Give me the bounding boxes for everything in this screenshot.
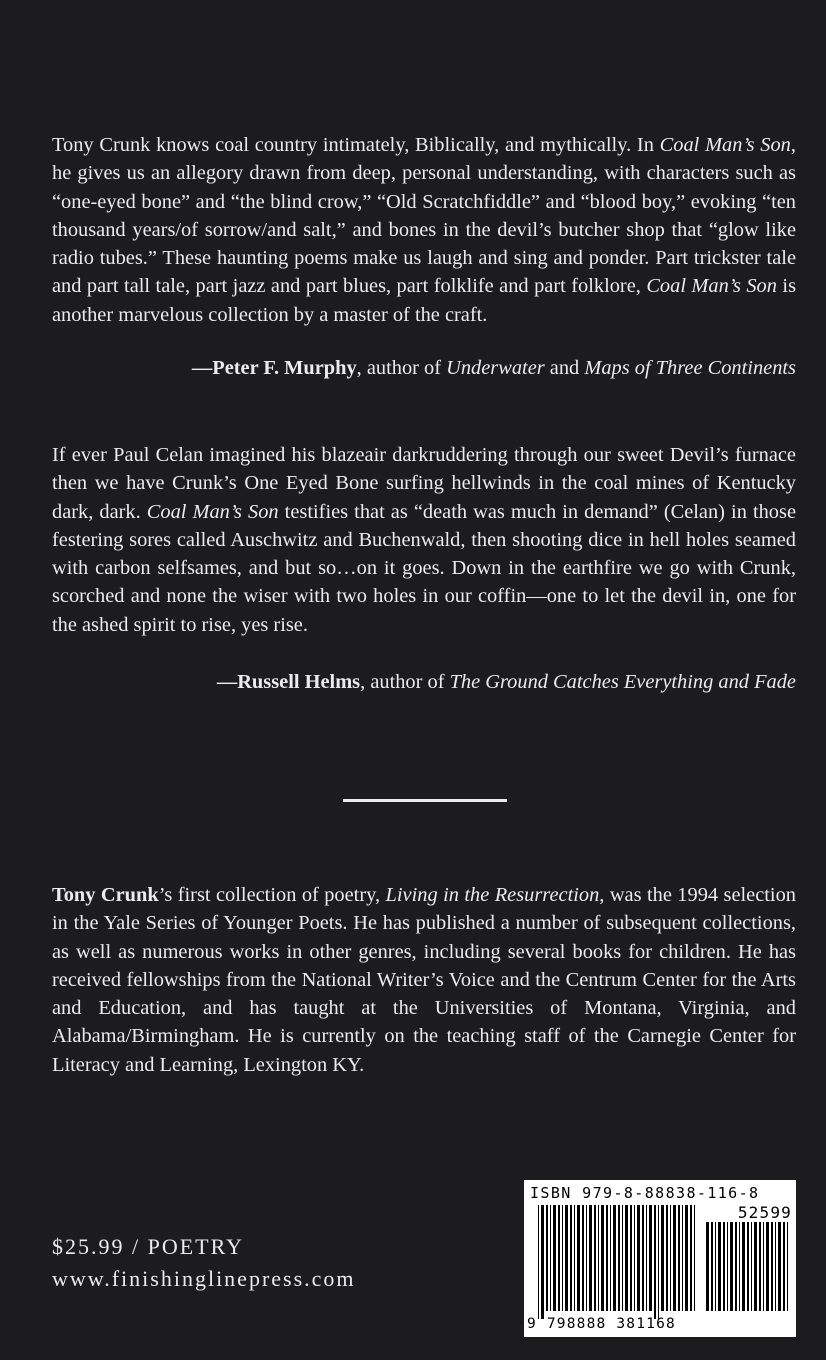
barcode-bar	[658, 1205, 659, 1319]
barcode-bar	[661, 1205, 664, 1311]
blurb-text: , he gives us an allegory drawn from deep, personal understanding, with characters such as “one-eyed bone” and “the blind crow,” “Old Scratchfiddle” and “blood boy,” evoking “ten thousand years/of sorrow/and salt,” and bones in the devil’s butcher shop that “glow like radio tubes.” These haunting poems make us laugh and sing and ponder. Part trickster tale and part tall tale, part jazz and part blues, part folklife and part folklore,	[52, 134, 796, 298]
book-title: Coal Man’s Son	[146, 500, 279, 523]
barcode-bar	[558, 1205, 560, 1311]
barcode-bar	[565, 1205, 568, 1311]
barcode-bar	[771, 1222, 773, 1311]
attribution-book: Underwater	[446, 357, 545, 379]
price-code: 52599	[737, 1203, 792, 1222]
barcode-bar	[598, 1205, 599, 1311]
barcode-bar	[654, 1205, 656, 1319]
barcode-bar	[538, 1205, 539, 1319]
attribution-book: The Ground Catches Everything and Fade	[449, 671, 796, 693]
barcode-bar	[685, 1205, 688, 1311]
barcode-bar	[606, 1205, 608, 1311]
barcode-bar	[577, 1205, 580, 1311]
barcode-bar	[715, 1222, 716, 1311]
attribution-name: —Peter F. Murphy	[191, 357, 357, 379]
barcode-bar	[730, 1222, 733, 1311]
barcode-bar	[682, 1205, 683, 1311]
barcode-bar	[742, 1222, 745, 1311]
barcode-bar	[637, 1205, 640, 1311]
barcode-bar	[739, 1222, 740, 1311]
barcode-bar	[630, 1205, 632, 1311]
book-title: Coal Man’s Son	[646, 275, 777, 298]
attribution-text: and	[544, 357, 585, 379]
attribution-helms	[217, 668, 796, 696]
barcode-bar	[574, 1205, 575, 1311]
barcode-bar	[618, 1205, 620, 1311]
barcode-bar	[678, 1205, 680, 1311]
book-title: Coal Man’s Son	[659, 134, 791, 156]
barcode-bar	[787, 1222, 788, 1311]
barcode-bar	[706, 1222, 709, 1311]
barcode-bar	[625, 1205, 628, 1311]
barcode-bar	[550, 1205, 551, 1311]
blurb-text: is another marvelous collection by a master of the craft.	[52, 275, 797, 326]
barcode-bar	[546, 1205, 548, 1311]
book-title: Living in the Resurrection	[385, 884, 600, 906]
section-divider	[343, 799, 507, 802]
barcode-bar	[766, 1222, 769, 1311]
barcode-bar	[751, 1222, 752, 1311]
barcode-bar	[610, 1205, 611, 1311]
blurb-murphy	[52, 131, 796, 329]
barcode-bar	[649, 1205, 652, 1311]
barcode-bar	[670, 1205, 671, 1311]
bio-author-name: Tony Crunk	[52, 884, 159, 906]
barcode-bar	[570, 1205, 572, 1311]
barcode-bar	[718, 1222, 721, 1311]
barcode-bar	[553, 1205, 556, 1311]
publisher-website[interactable]: www.finishinglinepress.com	[52, 1266, 356, 1291]
bio-text: ’s first collection of poetry,	[158, 884, 386, 906]
barcode-bar	[642, 1205, 644, 1311]
attribution-text: , author of	[356, 357, 447, 379]
barcode-bar	[735, 1222, 737, 1311]
isbn-number: ISBN 979-8-88838-116-8	[530, 1184, 760, 1202]
ean-bars	[538, 1205, 698, 1319]
attribution-murphy	[192, 354, 796, 382]
price-addon-bars	[706, 1222, 790, 1319]
bio-text: , was the 1994 selection in the Yale Series of Younger Poets. He has published a number of subsequent collections, as well as numerous works in other genres, including several books for children. He has received fellowships from the National Writer’s Voice and the Centrum Center for the Arts and Education, and has taught at the Universities of Montana, Virginia, and Alabama/Birmingham. He is currently on the teaching staff of the Carnegie Center for Literacy and Learning, Lexington KY.	[52, 884, 796, 1076]
barcode-bar	[783, 1222, 785, 1311]
blurb-text: Tony Crunk knows coal country intimately, Biblically, and mythically. In	[52, 134, 660, 156]
barcode-bar	[759, 1222, 761, 1311]
barcode-bar	[622, 1205, 623, 1311]
barcode-bar	[582, 1205, 584, 1311]
barcode-bar	[754, 1222, 757, 1311]
barcode-bar	[541, 1205, 544, 1319]
isbn-barcode	[524, 1180, 796, 1337]
barcode-bar	[594, 1205, 596, 1311]
barcode-bar	[723, 1222, 725, 1311]
barcode-bar	[694, 1205, 695, 1311]
attribution-book: Maps of Three Continents	[584, 357, 796, 379]
barcode-bar	[690, 1205, 692, 1311]
barcode-bar	[589, 1205, 592, 1311]
ean-digits: 9 798888 381168	[527, 1316, 676, 1332]
blurb-text: testifies that as “death was much in demand” (Celan) in those festering sores called Auschwitz and Buchenwald, then shooting dice in hell holes seamed with carbon selfsames, and but so…on it goes. Down in the earthfire we go with Crunk, scorched and none the wiser with two holes in our coffin—one to let the devil in, one for the ashed spirit to rise, yes rise.	[52, 500, 796, 636]
blurb-text: If ever Paul Celan imagined his blazeair darkruddering through our sweet Devil’s furnace then we have Crunk’s One Eyed Bone surfing hellwinds in the coal mines of Kentucky dark, dark.	[52, 444, 796, 523]
attribution-text: , author of	[360, 671, 450, 693]
barcode-bar	[646, 1205, 647, 1311]
barcode-bar	[586, 1205, 587, 1311]
barcode-bar	[666, 1205, 668, 1311]
barcode-bar	[747, 1222, 749, 1311]
barcode-bar	[778, 1222, 781, 1311]
price-category: $25.99 / POETRY	[52, 1234, 244, 1259]
attribution-name: —Russell Helms	[216, 671, 361, 693]
barcode-bar	[775, 1222, 776, 1311]
barcode-bar	[634, 1205, 635, 1311]
barcode-bar	[673, 1205, 676, 1311]
barcode-bar	[711, 1222, 713, 1311]
blurb-helms	[52, 441, 796, 639]
barcode-bar	[613, 1205, 616, 1311]
author-bio	[52, 881, 796, 1079]
barcode-bar	[763, 1222, 764, 1311]
barcode-bar	[562, 1205, 563, 1311]
barcode-bar	[727, 1222, 728, 1311]
barcode-bar	[601, 1205, 604, 1311]
